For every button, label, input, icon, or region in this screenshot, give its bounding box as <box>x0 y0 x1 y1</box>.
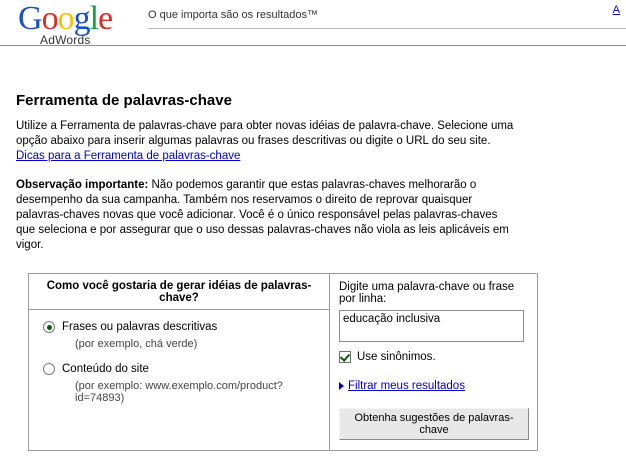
header-tagline: O que importa são os resultados™ <box>148 9 318 21</box>
main-content <box>0 92 626 451</box>
panel-left-column <box>29 274 330 450</box>
option-site-content-hint: (por exemplo: www.exemplo.com/product?id=74893) <box>75 380 283 404</box>
logo-letter-g2: g <box>73 0 90 37</box>
intro-text: Utilize a Ferramenta de palavras-chave para obter novas idéias de palavra-chave. Selecione uma opção abaixo para inserir algumas palavras ou frases descritivas ou digite o URL do seu site. <box>16 120 514 147</box>
radio-site-content[interactable] <box>43 363 55 375</box>
radio-descriptive-phrases[interactable] <box>43 321 55 333</box>
option-descriptive-phrases-hint: (por exemplo, chá verde) <box>75 338 198 350</box>
checkbox-use-synonyms[interactable] <box>339 351 351 363</box>
adwords-subtitle: AdWords <box>40 33 91 47</box>
important-note <box>16 178 516 253</box>
option-site-content[interactable] <box>43 362 329 376</box>
header-divider-top <box>148 28 626 29</box>
keyword-tool-panel <box>28 273 538 451</box>
logo-letter-l: l <box>89 0 99 37</box>
chevron-right-icon <box>339 382 344 390</box>
option-site-content-label: Conteúdo do site <box>62 363 149 375</box>
logo-letter-g: G <box>18 0 42 37</box>
page-title: Ferramenta de palavras-chave <box>16 92 232 109</box>
logo-letter-o2: o <box>57 0 74 37</box>
option-descriptive-phrases[interactable] <box>43 320 329 334</box>
note-text: Não podemos garantir que estas palavras-chaves melhorarão o desempenho da sua campanha. Também nos reservamos o direito de reprovar quaisquer palavras-chaves novas que você adicionar. Você é o único responsável pelas palavras-chaves que seleciona e por assegurar que o uso dessas palavras-chaves não viola as leis aplicáveis em vigor. <box>16 179 509 251</box>
note-label: Observação importante: <box>16 179 149 191</box>
keyword-input-label: Digite uma palavra-chave ou frase por linha: <box>339 281 515 305</box>
logo-letter-e: e <box>98 0 113 37</box>
header-divider-bottom <box>0 45 626 46</box>
panel-left-heading: Como você gostaria de gerar idéias de palavras-chave? <box>29 274 329 310</box>
filter-results-link[interactable]: Filtrar meus resultados <box>348 380 465 392</box>
generation-options <box>29 310 329 434</box>
keyword-input[interactable] <box>339 310 524 342</box>
option-descriptive-phrases-label: Frases ou palavras descritivas <box>62 321 218 333</box>
page-header <box>0 0 626 46</box>
synonyms-option[interactable] <box>339 351 529 363</box>
intro-paragraph <box>16 119 516 164</box>
google-wordmark <box>18 2 112 36</box>
panel-right-column <box>330 274 537 450</box>
logo-letter-o1: o <box>41 0 58 37</box>
header-right-link[interactable]: A <box>612 4 620 16</box>
synonyms-label: Use sinônimos. <box>357 351 436 363</box>
filter-results-row[interactable] <box>339 380 529 392</box>
keyword-tool-tips-link[interactable]: Dicas para a Ferramenta de palavras-chave <box>16 150 241 162</box>
google-adwords-logo <box>18 2 112 46</box>
get-keyword-suggestions-button[interactable]: Obtenha sugestões de palavras-chave <box>339 408 529 440</box>
